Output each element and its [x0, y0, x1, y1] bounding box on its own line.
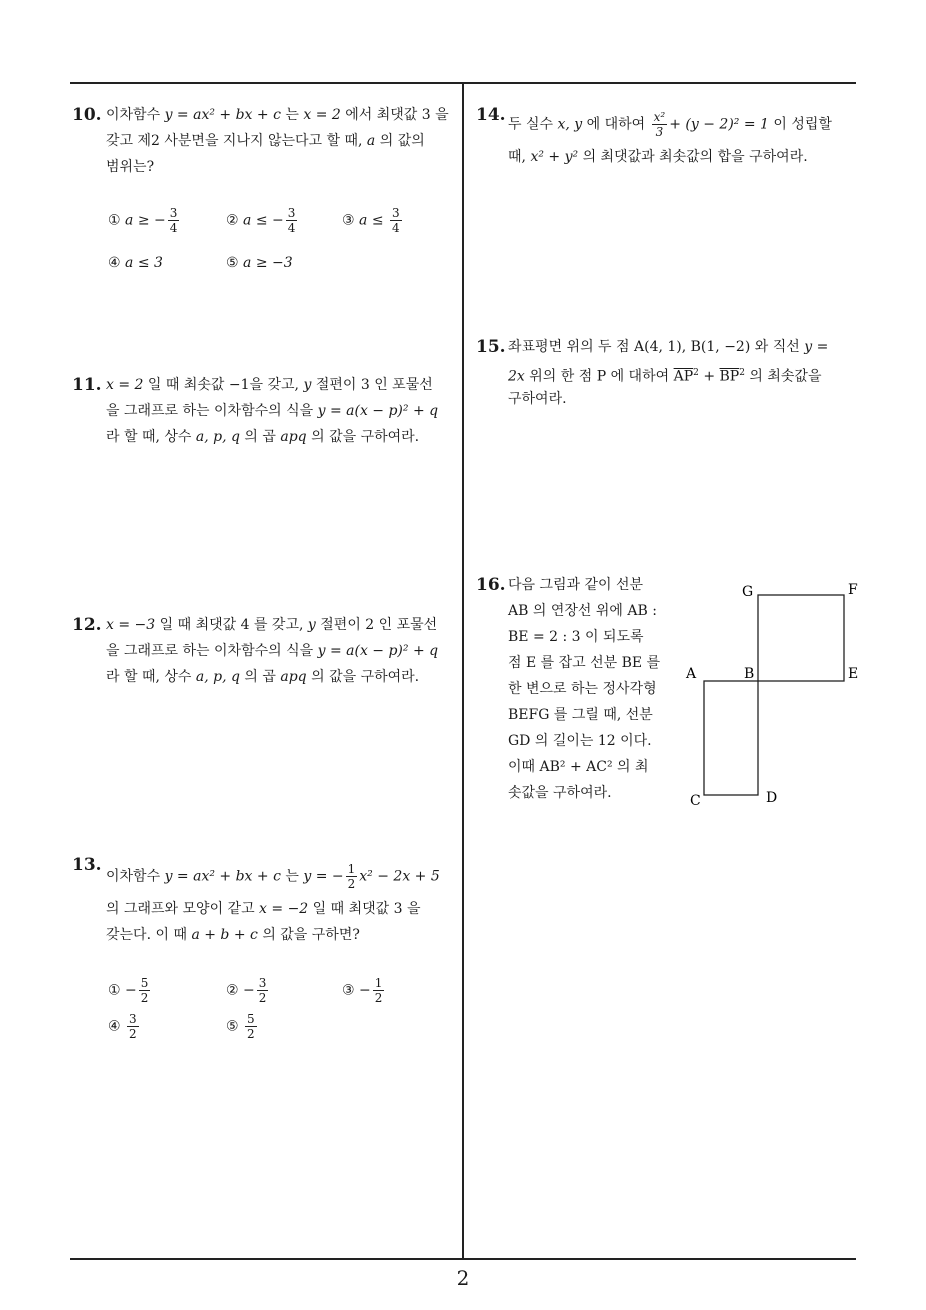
square-diagram: [680, 576, 870, 816]
column-divider: [462, 82, 464, 1259]
problem-text-line: 구하여라.: [508, 391, 567, 407]
problem-number: 13.: [72, 855, 102, 875]
problem-number: 11.: [72, 375, 102, 395]
problem-text-line: BEFG 를 그릴 때, 선분: [508, 707, 653, 723]
problem-number: 15.: [476, 337, 506, 357]
problem-text-line: 이차함수 y = ax² + bx + c 는 y = − $\frac{1}{2}$ x² − 2x + 5: [106, 862, 440, 891]
choice-1[interactable]: ① − $\frac{5}{2}$: [108, 976, 149, 1005]
problem-text-line: 을 그래프로 하는 이차함수의 식을 y = a(x − p)² + q: [106, 643, 439, 659]
choice-4[interactable]: ④ $\frac{3}{2}$: [108, 1012, 137, 1041]
problem-text-line: 의 그래프와 모양이 같고 x = −2 일 때 최댓값 3 을: [106, 901, 421, 917]
problem-15: [474, 334, 858, 424]
problem-text-line: 을 그래프로 하는 이차함수의 식을 y = a(x − p)² + q: [106, 403, 439, 419]
bottom-rule: [70, 1258, 856, 1260]
label-c: C: [690, 793, 701, 809]
label-g: G: [742, 584, 754, 600]
choice-2[interactable]: ② a ≤ − $\frac{3}{4}$: [226, 206, 296, 235]
problem-text-line: 좌표평면 위의 두 점 A(4, 1), B(1, −2) 와 직선 y =: [508, 339, 829, 355]
problem-text-line: GD 의 길이는 12 이다.: [508, 733, 652, 749]
problem-text-line: 때, x² + y² 의 최댓값과 최솟값의 합을 구하여라.: [508, 149, 808, 165]
choice-2[interactable]: ② − $\frac{3}{2}$: [226, 976, 267, 1005]
problem-number: 12.: [72, 615, 102, 635]
problem-text-line: 갖고 제2 사분면을 지나지 않는다고 할 때, a 의 값의: [106, 133, 425, 149]
problem-text-line: 두 실수 x, y 에 대하여 $\frac{\text{x²}}{3}$ + (y − 2)² = 1 이 성립할: [508, 110, 832, 139]
problem-text-line: 라 할 때, 상수 a, p, q 의 곱 apq 의 값을 구하여라.: [106, 669, 420, 685]
problem-text-line: 점 E 를 잡고 선분 BE 를: [508, 655, 661, 671]
choice-3[interactable]: ③ − $\frac{1}{2}$: [342, 976, 383, 1005]
problem-number: 10.: [72, 105, 102, 125]
problem-text-line: BE = 2 : 3 이 되도록: [508, 629, 644, 645]
choice-3[interactable]: ③ a ≤ $\frac{3}{4}$: [342, 206, 400, 235]
choice-4[interactable]: ④ a ≤ 3: [108, 255, 163, 271]
problem-13: [70, 852, 460, 1052]
problem-text-line: 이차함수 y = ax² + bx + c 는 x = 2 에서 최댓값 3 을: [106, 107, 449, 123]
choice-5[interactable]: ⑤ $\frac{5}{2}$: [226, 1012, 255, 1041]
problem-text-line: 솟값을 구하여라.: [508, 785, 612, 801]
square-befg: [758, 595, 844, 681]
problem-text-line: 이때 AB² + AC² 의 최: [508, 759, 649, 775]
label-a: A: [686, 666, 697, 682]
problem-number: 14.: [476, 105, 506, 125]
problem-12: [70, 612, 460, 702]
problem-11: [70, 372, 460, 462]
label-d: D: [766, 790, 778, 806]
problem-text-line: AB 의 연장선 위에 AB :: [508, 603, 657, 619]
problem-number: 16.: [476, 575, 506, 595]
page-number: 2: [456, 1266, 470, 1290]
problem-text-line: 범위는?: [106, 159, 155, 175]
problem-14: [474, 100, 858, 180]
label-f: F: [848, 582, 858, 598]
problem-text-line: x = −3 일 때 최댓값 4 를 갖고, y 절편이 2 인 포물선: [106, 617, 438, 633]
problem-text-line: 2x 위의 한 점 P 에 대하여 $\overline{AP}^2 + \overline{BP}^2$ 의 최솟값을: [508, 368, 822, 385]
problem-10: [70, 100, 460, 280]
problem-text-line: 다음 그림과 같이 선분: [508, 577, 644, 593]
problem-text-line: x = 2 일 때 최솟값 −1을 갖고, y 절편이 3 인 포물선: [106, 377, 433, 393]
label-b: B: [744, 666, 755, 682]
label-e: E: [848, 666, 859, 682]
problem-text-line: 갖는다. 이 때 a + b + c 의 값을 구하면?: [106, 927, 360, 943]
problem-text-line: 라 할 때, 상수 a, p, q 의 곱 apq 의 값을 구하여라.: [106, 429, 420, 445]
choice-1[interactable]: ① a ≥ − $\frac{3}{4}$: [108, 206, 178, 235]
square-abcd: [704, 681, 758, 795]
problem-text-line: 한 변으로 하는 정사각형: [508, 681, 657, 697]
choice-5[interactable]: ⑤ a ≥ −3: [226, 255, 293, 271]
